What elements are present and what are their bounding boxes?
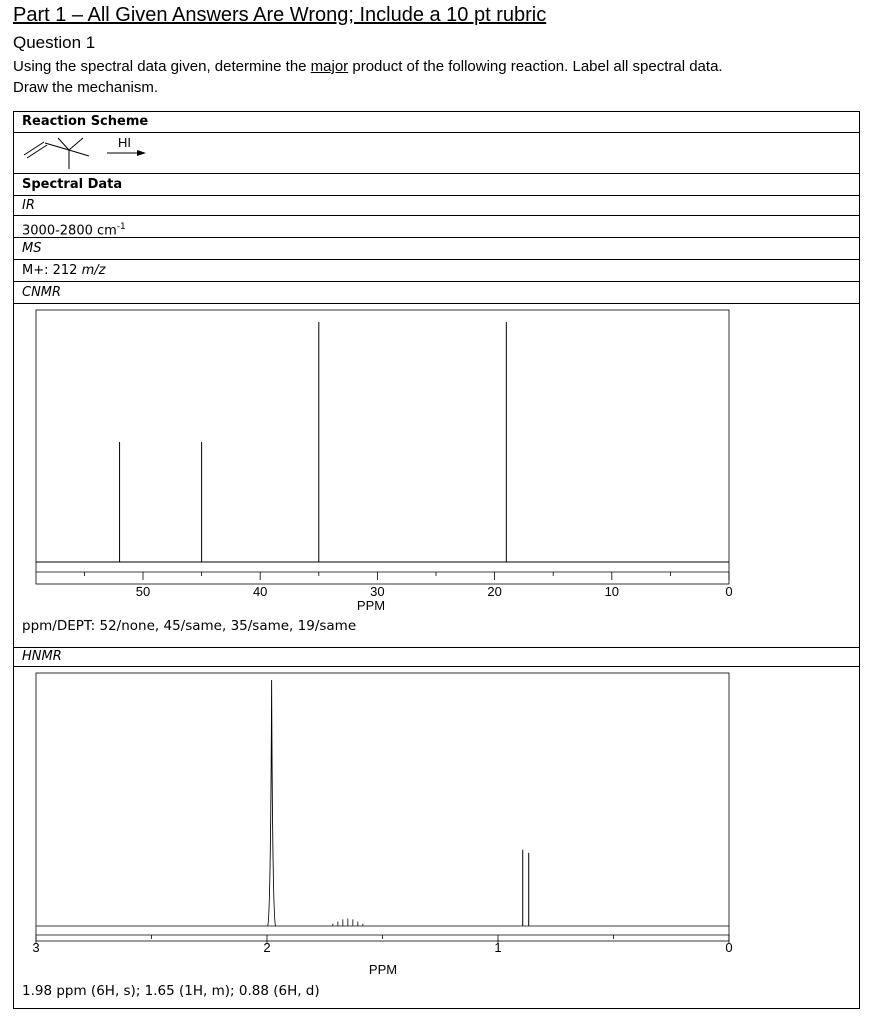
reaction-scheme-heading: Reaction Scheme xyxy=(14,112,859,133)
hnmr-caption: 1.98 ppm (6H, s); 1.65 (1H, m); 0.88 (6H, d) xyxy=(22,983,320,999)
hnmr-tick-label: 0 xyxy=(725,940,733,955)
reagent-label: HI xyxy=(118,135,131,150)
hnmr-tick-label: 3 xyxy=(32,940,40,955)
cnmr-tick-label: 30 xyxy=(370,584,385,599)
methyl-bond-up-right xyxy=(69,138,83,150)
instructions-line2: Draw the mechanism. xyxy=(13,79,159,96)
ms-label: MS xyxy=(14,238,859,260)
hnmr-plot-frame xyxy=(36,673,729,941)
cnmr-caption: ppm/DEPT: 52/none, 45/same, 35/same, 19/same xyxy=(22,618,357,634)
ir-label: IR xyxy=(14,196,859,216)
cnmr-tick-label: 40 xyxy=(252,584,268,599)
hnmr-spectrum xyxy=(14,667,859,982)
cnmr-label: CNMR xyxy=(14,282,859,304)
hnmr-tick-label: 2 xyxy=(263,940,271,955)
cnmr-spectrum xyxy=(14,304,859,614)
reaction-arrow-head xyxy=(137,150,146,156)
ms-value-text: M+: 212 xyxy=(22,263,82,278)
spectral-data-heading: Spectral Data xyxy=(14,173,859,196)
methyl-bond-right xyxy=(69,150,89,156)
cnmr-tick-label: 10 xyxy=(604,584,620,599)
reaction-scheme-cell xyxy=(14,133,859,174)
cnmr-panel xyxy=(14,304,859,648)
reaction-scheme-drawing xyxy=(14,133,859,173)
instructions-text-start: Using the spectral data given, determine the xyxy=(13,58,311,75)
cnmr-plot-frame xyxy=(36,310,729,584)
ms-value-unit: m/z xyxy=(81,263,106,278)
cnmr-axis-label: PPM xyxy=(356,598,386,613)
question-number: Question 1 xyxy=(13,33,96,52)
hnmr-axis-label: PPM xyxy=(368,962,398,977)
cnmr-tick-label: 50 xyxy=(135,584,151,599)
instructions-text-end: product of the following reaction. Label all spectral data. xyxy=(348,58,723,75)
ir-value xyxy=(14,216,859,238)
part-title: Part 1 – All Given Answers Are Wrong; Include a 10 pt rubric xyxy=(13,4,547,26)
ir-value-text: 3000-2800 cm xyxy=(22,223,117,239)
question-table xyxy=(13,111,860,1009)
ir-value-superscript: -1 xyxy=(116,222,126,232)
ms-value xyxy=(14,260,859,282)
hnmr-tick-label: 1 xyxy=(494,940,502,955)
hnmr-label: HNMR xyxy=(14,647,859,667)
cnmr-tick-label: 0 xyxy=(725,584,733,599)
cnmr-tick-label: 20 xyxy=(487,584,502,599)
instructions-major: major xyxy=(310,58,349,75)
hnmr-peak-singlet xyxy=(268,680,276,926)
hnmr-panel xyxy=(14,667,859,1009)
instructions xyxy=(13,56,863,98)
